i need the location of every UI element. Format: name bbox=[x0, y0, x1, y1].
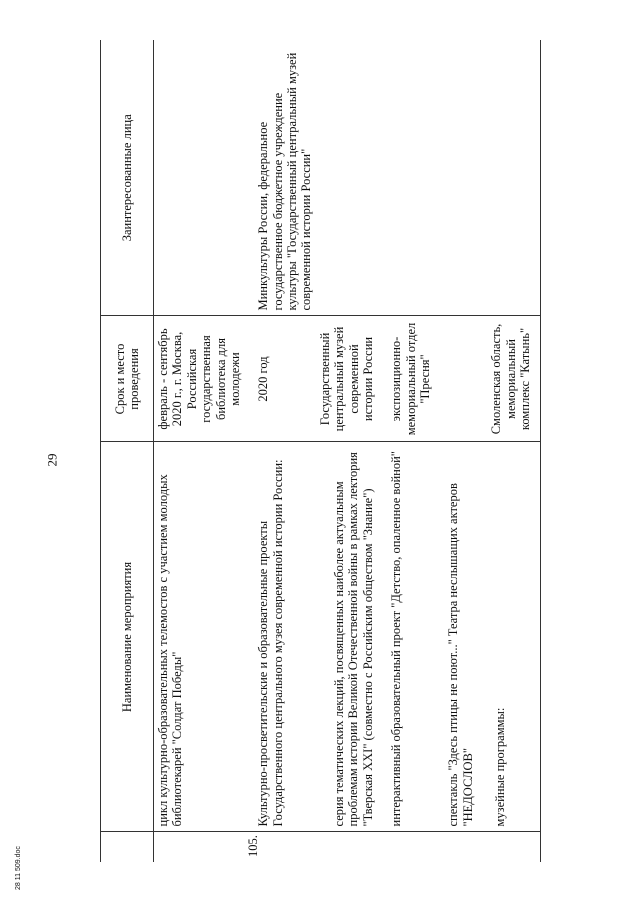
row-parties bbox=[154, 40, 245, 316]
row-name bbox=[316, 442, 378, 832]
row-number: 105. bbox=[246, 835, 261, 857]
table-row bbox=[434, 40, 477, 862]
row-number bbox=[316, 832, 378, 862]
table-row bbox=[316, 40, 378, 862]
row-parties bbox=[477, 40, 534, 316]
row-name bbox=[244, 442, 316, 832]
header-name: Наименование мероприятия bbox=[101, 442, 154, 832]
event-name: спектакль "Здесь птицы не поют..." Театра неслышащих актеров "НЕДОСЛОВ" bbox=[446, 483, 475, 827]
event-name: Культурно-просветительские и образовательные проекты Государственного центрального музея современной истории России: bbox=[256, 459, 285, 827]
header-parties: Заинтересованные лица bbox=[101, 40, 154, 316]
row-number bbox=[377, 832, 434, 862]
row-date bbox=[434, 316, 477, 442]
row-parties bbox=[434, 40, 477, 316]
event-date: Смоленская область, мемориальный комплекс "Катынь" bbox=[489, 323, 532, 435]
event-date: экспозиционно-мемориальный отдел "Пресня" bbox=[389, 322, 432, 436]
row-date bbox=[377, 316, 434, 442]
row-date bbox=[477, 316, 534, 442]
row-number bbox=[434, 832, 477, 862]
table-row bbox=[477, 40, 534, 862]
event-date: Государственный центральный музей современной истории России bbox=[317, 326, 375, 432]
rotated-table-container bbox=[100, 40, 532, 862]
event-parties: Минкультуры России, федеральное государственное бюджетное учреждение культуры "Государственный центральный музей современной истории России" bbox=[256, 52, 314, 311]
events-table bbox=[100, 40, 541, 862]
header-date: Срок и место проведения bbox=[101, 316, 154, 442]
table-bottom-rule bbox=[534, 40, 541, 862]
row-name bbox=[377, 442, 434, 832]
page-number: 29 bbox=[44, 453, 60, 467]
header-number-cell bbox=[101, 832, 154, 862]
table-row bbox=[377, 40, 434, 862]
event-name: музейные программы: bbox=[493, 707, 508, 827]
row-parties bbox=[377, 40, 434, 316]
table-row bbox=[154, 40, 245, 862]
event-name: интерактивный образовательный проект "Детство, опаленное войной" bbox=[389, 451, 404, 827]
row-number bbox=[154, 832, 245, 862]
row-name bbox=[477, 442, 534, 832]
row-name bbox=[434, 442, 477, 832]
event-date: 2020 год bbox=[256, 356, 271, 402]
row-name bbox=[154, 442, 245, 832]
row-parties bbox=[316, 40, 378, 316]
event-name: цикл культурно-образовательных телемостов с участием молодых библиотекарей "Солдат Победы" bbox=[156, 474, 185, 827]
row-number bbox=[477, 832, 534, 862]
event-name: серия тематических лекций, посвященных наиболее актуальным проблемам истории Великой Отечественной войны в рамках лектория "Тверская XXI" (совместно с Российским обществом "Знание") bbox=[331, 452, 375, 827]
row-date bbox=[244, 316, 316, 442]
footer-doc-id: 28 11 509.doc bbox=[15, 846, 22, 890]
row-date bbox=[316, 316, 378, 442]
row-date: февраль - сентябрь 2020 г., г. Москва, Российская государственная библиотека для молодежи bbox=[154, 316, 245, 442]
table-header-row bbox=[101, 40, 154, 862]
table-row bbox=[244, 40, 316, 862]
row-parties bbox=[244, 40, 316, 316]
